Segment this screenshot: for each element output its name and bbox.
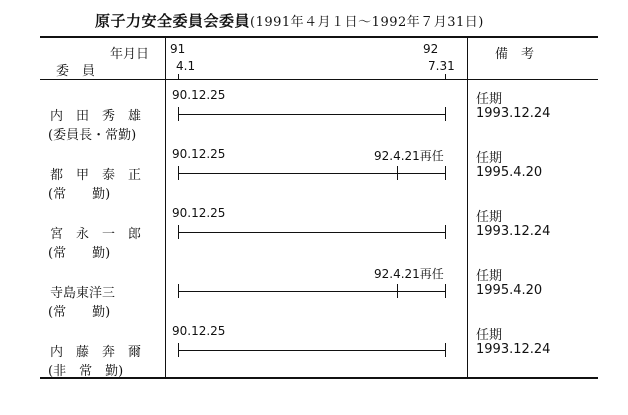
term-tick-start	[178, 225, 179, 239]
header-year-start: 91	[170, 42, 186, 56]
term-tick-end	[445, 225, 446, 239]
reappointment-label: 92.4.21再任	[374, 267, 444, 281]
remark-value: 1995.4.20	[476, 165, 543, 180]
remark-label: 任期	[476, 269, 503, 284]
term-line	[178, 232, 445, 233]
term-tick-end	[445, 284, 446, 298]
member-role: (委員長・常勤)	[48, 128, 137, 143]
title-range: (1991年４月１日～1992年７月31日)	[250, 15, 484, 30]
term-tick-start	[178, 343, 179, 357]
remark-label: 任期	[476, 210, 503, 225]
remark-label: 任期	[476, 92, 503, 107]
column-divider-left	[165, 36, 166, 378]
header-date-end: 7.31	[428, 59, 455, 73]
term-tick-reappointment	[397, 166, 398, 180]
header-member-label: 委 員	[56, 64, 96, 79]
remark-value: 1993.12.24	[476, 224, 551, 239]
member-name: 内 田 秀 雄	[50, 109, 142, 124]
member-role: (常 勤)	[48, 246, 111, 261]
term-tick-reappointment	[397, 284, 398, 298]
column-divider-right	[467, 36, 468, 378]
term-line	[178, 291, 445, 292]
member-role: (常 勤)	[48, 305, 111, 320]
remark-value: 1993.12.24	[476, 106, 551, 121]
term-tick-end	[445, 107, 446, 121]
reappointment-label: 92.4.21再任	[374, 149, 444, 163]
header-tick-start	[178, 74, 179, 80]
table-top-rule	[40, 36, 598, 38]
term-start-label: 90.12.25	[172, 147, 226, 161]
header-year-end: 92	[423, 42, 439, 56]
header-tick-end	[445, 74, 446, 80]
remark-label: 任期	[476, 328, 503, 343]
remark-label: 任期	[476, 151, 503, 166]
term-start-label: 90.12.25	[172, 88, 226, 102]
term-line	[178, 173, 445, 174]
member-name: 寺島東洋三	[50, 286, 116, 301]
title-main: 原子力安全委員会委員	[95, 12, 251, 30]
term-tick-end	[445, 343, 446, 357]
remark-value: 1993.12.24	[476, 342, 551, 357]
term-line	[178, 114, 445, 115]
term-tick-end	[445, 166, 446, 180]
member-name: 宮 永 一 郎	[50, 227, 142, 242]
page-title	[95, 10, 484, 31]
header-date-label: 年月日	[110, 47, 150, 62]
term-tick-start	[178, 166, 179, 180]
table-bottom-rule	[40, 377, 598, 379]
term-start-label: 90.12.25	[172, 324, 226, 338]
member-role: (常 勤)	[48, 187, 111, 202]
member-name: 都 甲 泰 正	[50, 168, 142, 183]
term-line	[178, 350, 445, 351]
header-remarks-label: 備 考	[495, 47, 535, 62]
member-role: (非 常 勤)	[48, 364, 124, 379]
member-name: 内 藤 奔 爾	[50, 345, 142, 360]
term-tick-start	[178, 107, 179, 121]
header-bottom-rule	[40, 79, 598, 80]
term-start-label: 90.12.25	[172, 206, 226, 220]
term-tick-start	[178, 284, 179, 298]
header-date-start: 4.1	[176, 59, 196, 73]
remark-value: 1995.4.20	[476, 283, 543, 298]
